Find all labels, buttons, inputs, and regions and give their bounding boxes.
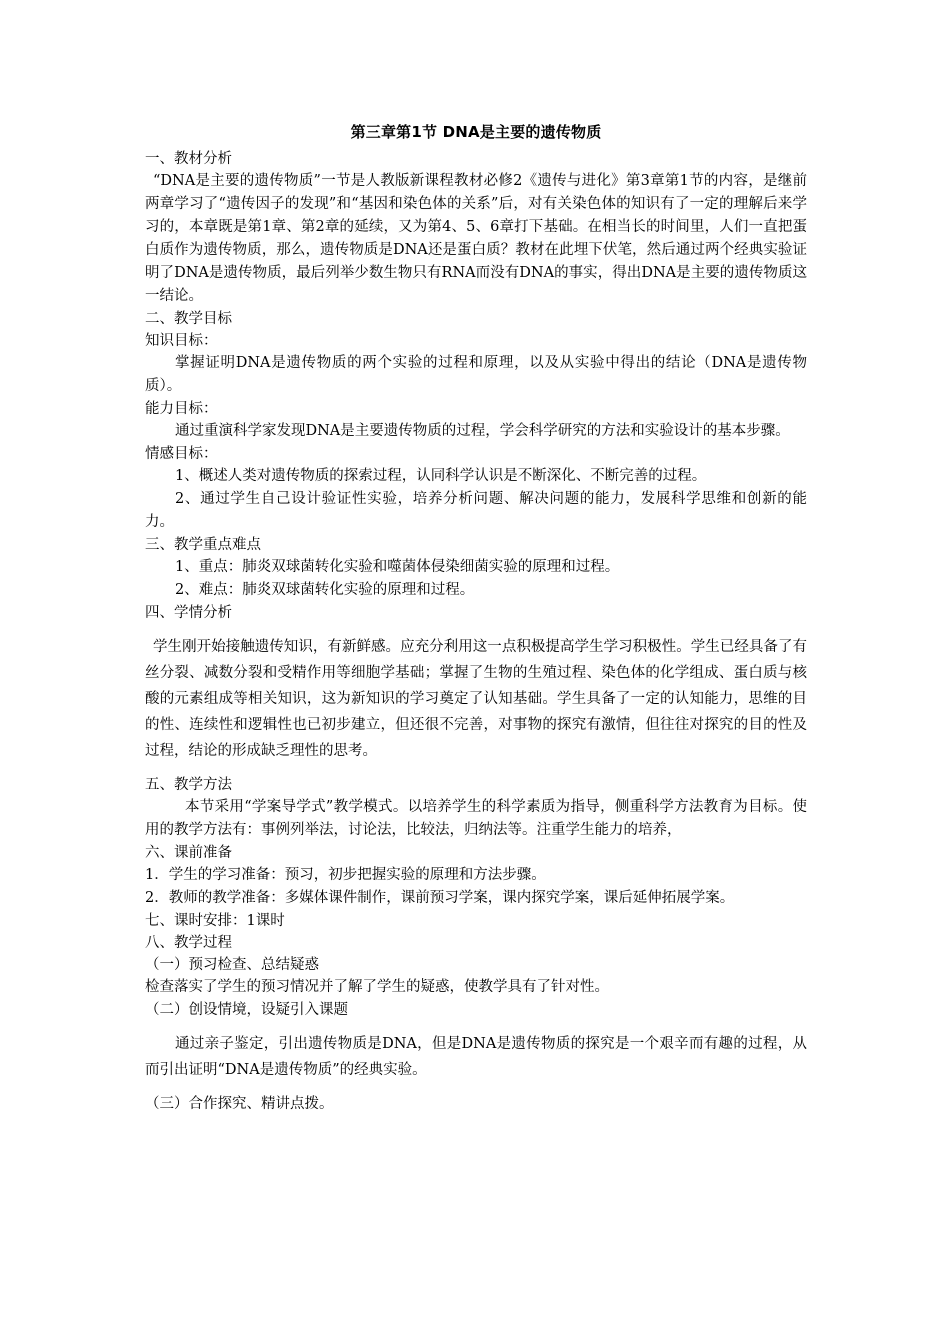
process-step-2-text: 通过亲子鉴定，引出遗传物质是DNA，但是DNA是遗传物质的探究是一个艰辛而有趣的过程，从而引出证明“DNA是遗传物质”的经典实验。 bbox=[145, 1036, 807, 1078]
emotion-goal-item-2: 2、通过学生自己设计验证性实验，培养分析问题、解决问题的能力，发展科学思维和创新的能力。 bbox=[145, 491, 807, 530]
section-3-heading: 三、教学重点难点 bbox=[145, 537, 261, 553]
process-step-3-heading: （三）合作探究、精讲点拨。 bbox=[145, 1096, 334, 1112]
section-6-heading: 六、课前准备 bbox=[145, 845, 232, 861]
key-point: 1、重点：肺炎双球菌转化实验和噬菌体侵染细菌实验的原理和过程。 bbox=[175, 559, 620, 575]
process-step-2-heading: （二）创设情境，设疑引入课题 bbox=[145, 1002, 348, 1018]
difficult-point: 2、难点：肺炎双球菌转化实验的原理和过程。 bbox=[175, 582, 475, 598]
knowledge-goal-text: 掌握证明DNA是遗传物质的两个实验的过程和原理，以及从实验中得出的结论（DNA是遗传物质）。 bbox=[145, 355, 807, 394]
section-8-heading: 八、教学过程 bbox=[145, 935, 232, 951]
section-5-body: 本节采用“学案导学式”教学模式。以培养学生的科学素质为指导，侧重科学方法教育为目标。使用的教学方法有：事例列举法，讨论法，比较法，归纳法等。注重学生能力的培养， bbox=[145, 799, 807, 838]
section-4-heading: 四、学情分析 bbox=[145, 605, 232, 621]
process-step-1-text: 检查落实了学生的预习情况并了解了学生的疑惑，使教学具有了针对性。 bbox=[145, 979, 609, 995]
section-4-body: 学生刚开始接触遗传知识，有新鲜感。应充分利用这一点积极提高学生学习积极性。学生已经具备了有丝分裂、减数分裂和受精作用等细胞学基础；掌握了生物的生殖过程、染色体的化学组成、蛋白质与核酸的元素组成等相关知识，这为新知识的学习奠定了认知基础。学生具备了一定的认知能力，思维的目的性、连续性和逻辑性也已初步建立，但还很不完善，对事物的探究有激情，但往往对探究的目的性及过程，结论的形成缺乏理性的思考。 bbox=[145, 639, 807, 759]
section-1-body: “DNA是主要的遗传物质”一节是人教版新课程教材必修2《遗传与进化》第3章第1节的内容，是继前两章学习了“遗传因子的发现”和“基因和染色体的关系”后，对有关染色体的知识有了一定的理解后来学习的，本章既是第1章、第2章的延续，又为第4、5、6章打下基础。在相当长的时间里，人们一直把蛋白质作为遗传物质，那么，遗传物质是DNA还是蛋白质？教材在此埋下伏笔，然后通过两个经典实验证明了DNA是遗传物质，最后列举少数生物只有RNA而没有DNA的事实，得出DNA是主要的遗传物质这一结论。 bbox=[145, 173, 807, 304]
page-title: 第三章第1节 DNA是主要的遗传物质 bbox=[350, 123, 602, 141]
prep-item-2: 2．教师的教学准备：多媒体课件制作，课前预习学案，课内探究学案，课后延伸拓展学案。 bbox=[145, 890, 735, 906]
emotion-goal-label: 情感目标： bbox=[145, 446, 218, 462]
section-5-heading: 五、教学方法 bbox=[145, 777, 232, 793]
prep-item-1: 1．学生的学习准备：预习，初步把握实验的原理和方法步骤。 bbox=[145, 867, 546, 883]
document-page bbox=[145, 122, 807, 1115]
section-7-heading: 七、课时安排：1课时 bbox=[145, 913, 285, 929]
knowledge-goal-label: 知识目标： bbox=[145, 333, 218, 349]
emotion-goal-item-1: 1、概述人类对遗传物质的探索过程，认同科学认识是不断深化、不断完善的过程。 bbox=[175, 468, 707, 484]
section-1-heading: 一、教材分析 bbox=[145, 151, 232, 167]
ability-goal-text: 通过重演科学家发现DNA是主要遗传物质的过程，学会科学研究的方法和实验设计的基本步骤。 bbox=[175, 423, 790, 439]
section-2-heading: 二、教学目标 bbox=[145, 311, 232, 327]
ability-goal-label: 能力目标： bbox=[145, 401, 218, 417]
process-step-1-heading: （一）预习检查、总结疑惑 bbox=[145, 957, 319, 973]
